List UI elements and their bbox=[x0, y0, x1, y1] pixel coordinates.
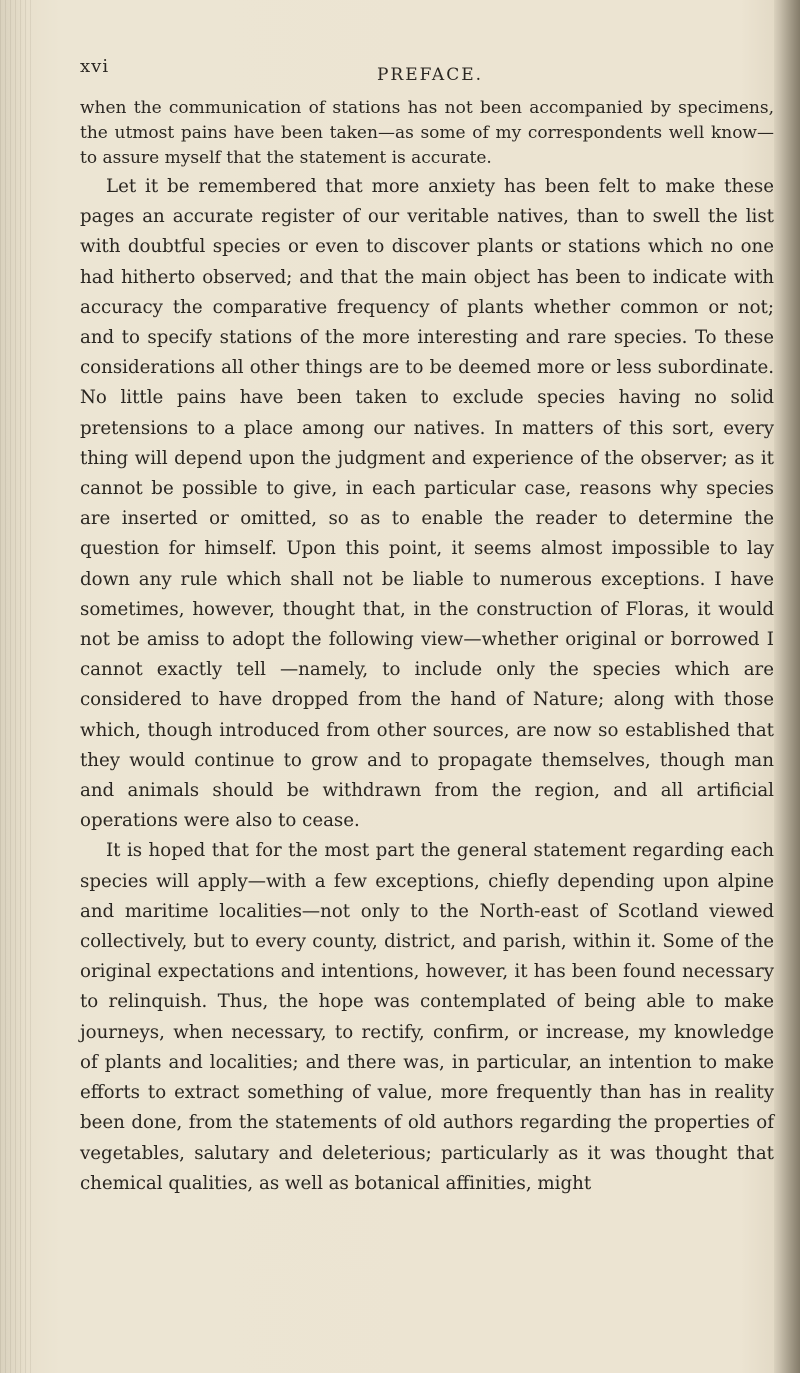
running-head bbox=[80, 56, 780, 86]
paragraph-2: Let it be remembered that more anxiety has been felt to make these pages an accurate register of our veritable natives, than to swell the list with doubtful species or even to discover plants or stations which no one had hitherto observed; and that the main object has been to indicate with accuracy the comparative frequency of plants whether common or not; and to specify stations of the more interesting and rare species. To these considerations all other things are to be deemed more or less subordinate. No little pains have been taken to exclude species having no solid pretensions to a place among our natives. In matters of this sort, every thing will depend upon the judgment and experience of the observer; as it cannot be possible to give, in each particular case, reasons why species are inserted or omitted, so as to enable the reader to determine the question for himself. Upon this point, it seems almost impossible to lay down any rule which shall not be liable to numerous exceptions. I have sometimes, however, thought that, in the construction of Floras, it would not be amiss to adopt the following view—whether original or borrowed I cannot exactly tell —namely, to include only the species which are considered to have dropped from the hand of Nature; along with those which, though introduced from other sources, are now so established that they would continue to grow and to propagate themselves, though man and animals should be withdrawn from the region, and all artificial operations were also to cease. bbox=[80, 176, 774, 832]
paragraph-3: It is hoped that for the most part the general statement regarding each species will apply—with a few exceptions, chiefly depending upon alpine and maritime localities—not only to the North-east of Scotland viewed collectively, but to every county, district, and parish, within it. Some of the original expectations and intentions, however, it has been found necessary to relinquish. Thus, the hope was contemplated of being able to make journeys, when necessary, to rectify, confirm, or increase, my knowledge of plants and localities; and there was, in particular, an intention to make efforts to extract something of value, more frequently than has in reality been done, from the statements of old authors regarding the properties of vegetables, salutary and deleterious; particularly as it was thought that chemical qualities, as well as botanical affinities, might bbox=[80, 840, 774, 1194]
page-edge-shadow bbox=[774, 0, 800, 1373]
book-gutter-shadow bbox=[0, 0, 34, 1373]
body-text bbox=[80, 96, 774, 1199]
running-head-title: PREFACE. bbox=[376, 65, 484, 85]
page-number: xvi bbox=[80, 56, 110, 77]
paragraph-1: when the communication of stations has not been accompanied by specimens, the utmost pains have been taken—as some of my correspondents well know—to assure myself that the statement is accurate. bbox=[80, 98, 774, 168]
